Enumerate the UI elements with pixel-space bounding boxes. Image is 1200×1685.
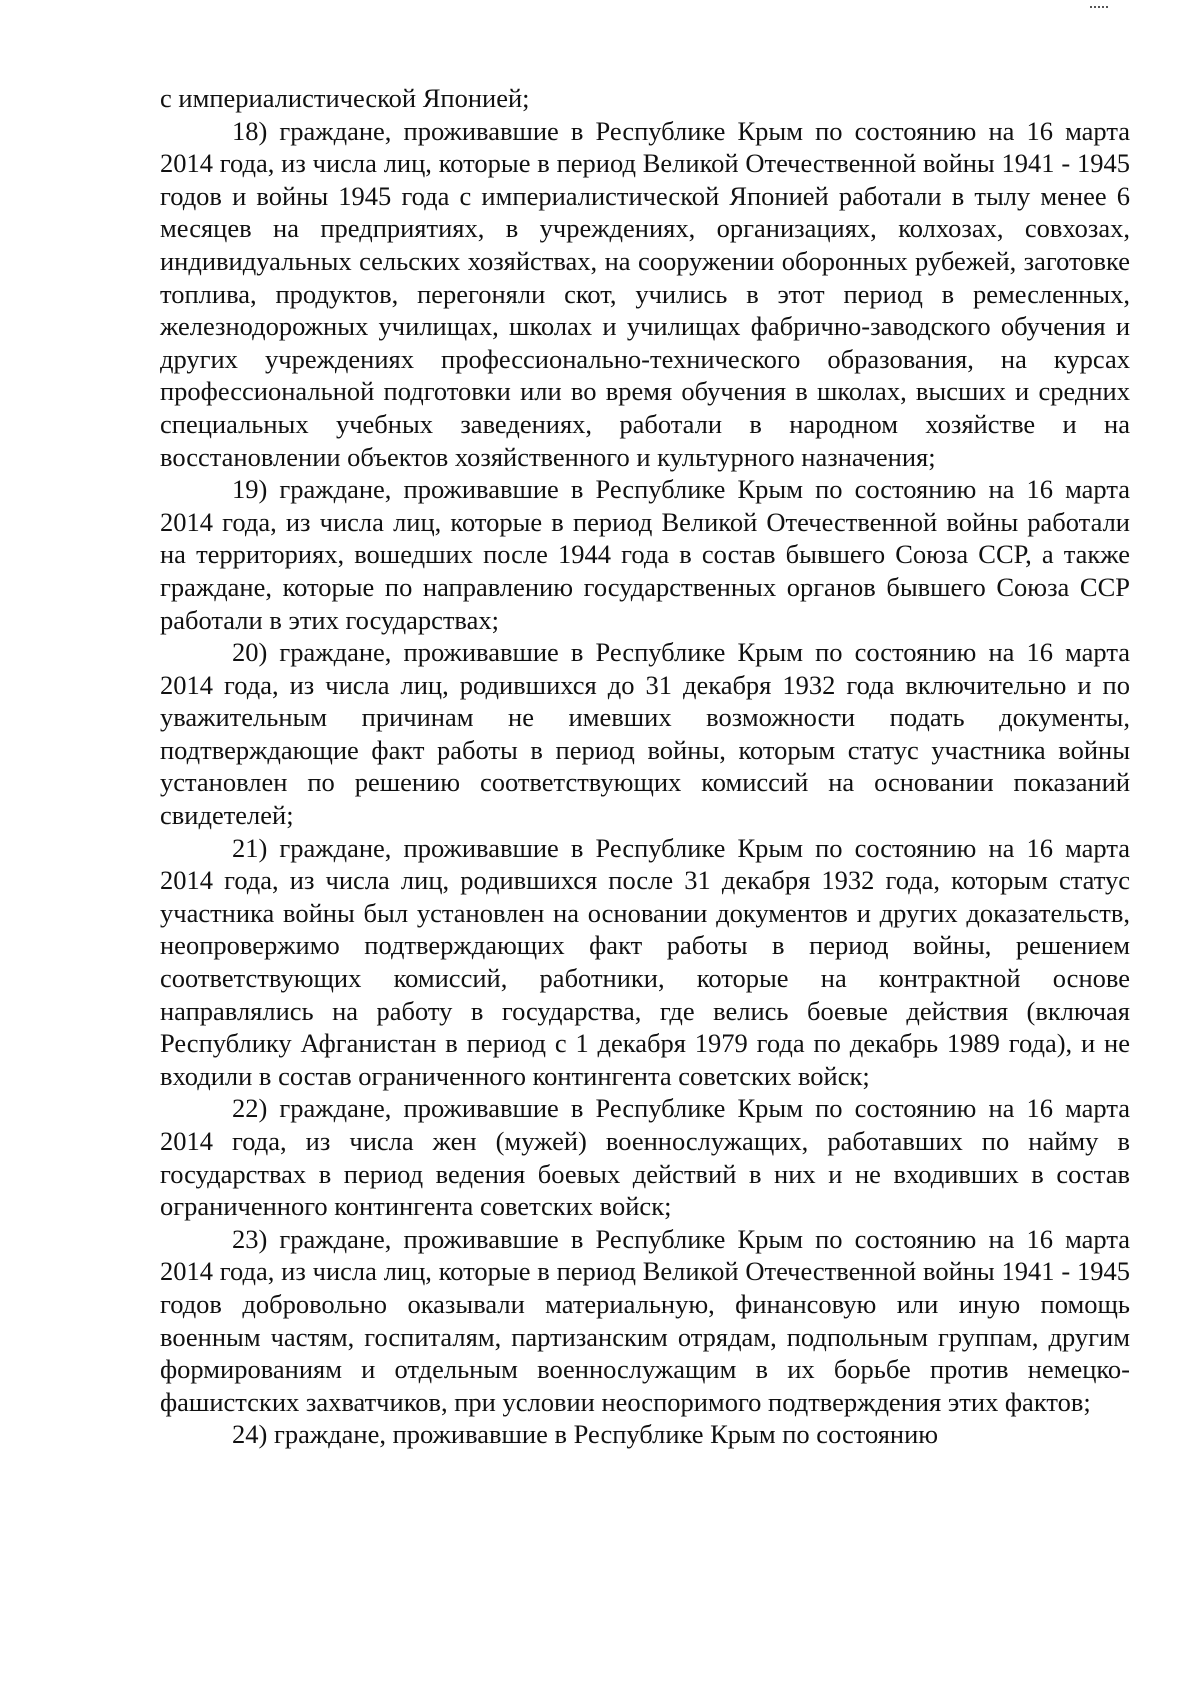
paragraph-item-19: 19) граждане, проживавшие в Республике Крым по состоянию на 16 марта 2014 года, из числа лиц, которые в период Великой Отечественной войны работали на территориях, вошедших после 1944 года в состав бывшего Союза ССР, а также граждане, которые по направлению государственных органов бывшего Союза ССР работали в этих государствах;: [160, 474, 1130, 635]
paragraph-item-22: 22) граждане, проживавшие в Республике Крым по состоянию на 16 марта 2014 года, из числа жен (мужей) военнослужащих, работавших по найму в государствах в период ведения боевых действий в них и не входивших в состав ограниченного контингента советских войск;: [160, 1093, 1130, 1222]
paragraph-continuation: с империалистической Японией;: [160, 83, 530, 113]
scan-artifact-mark: [1090, 6, 1108, 8]
paragraph-item-18: 18) граждане, проживавшие в Республике Крым по состоянию на 16 марта 2014 года, из числа лиц, которые в период Великой Отечественной войны 1941 - 1945 годов и войны 1945 года с империалистической Японией работали в тылу менее 6 месяцев на предприятиях, в учреждениях, организациях, колхозах, совхозах, индивидуальных сельских хозяйствах, на сооружении оборонных рубежей, заготовке топлива, продуктов, перегоняли скот, учились в этот период в ремесленных, железнодорожных училищах, школах и училищах фабрично-заводского обучения и других учреждениях профессионально-технического образования, на курсах профессиональной подготовки или во время обучения в школах, высших и средних специальных учебных заведениях, работали в народном хозяйстве и на восстановлении объектов хозяйственного и культурного назначения;: [160, 115, 1130, 472]
paragraph-item-24: 24) граждане, проживавшие в Республике Крым по состоянию: [232, 1419, 939, 1450]
document-body: [160, 82, 1130, 1451]
paragraph-item-20: 20) граждане, проживавшие в Республике Крым по состоянию на 16 марта 2014 года, из числа лиц, родившихся до 31 декабря 1932 года включительно и по уважительным причинам не имевших возможности подать документы, подтверждающие факт работы в период войны, которым статус участника войны установлен по решению соответствующих комиссий на основании показаний свидетелей;: [160, 637, 1130, 831]
paragraph-item-21: 21) граждане, проживавшие в Республике Крым по состоянию на 16 марта 2014 года, из числа лиц, родившихся после 31 декабря 1932 года, которым статус участника войны был установлен на основании документов и других доказательств, неопровержимо подтверждающих факт работы в период войны, решением соответствующих комиссий, работники, которые на контрактной основе направлялись на работу в государства, где велись боевые действия (включая Республику Афганистан в период с 1 декабря 1979 года по декабрь 1989 года), и не входили в состав ограниченного контингента советских войск;: [160, 832, 1130, 1091]
paragraph-item-23: 23) граждане, проживавшие в Республике Крым по состоянию на 16 марта 2014 года, из числа лиц, которые в период Великой Отечественной войны 1941 - 1945 годов добровольно оказывали материальную, финансовую или иную помощь военным частям, госпиталям, партизанским отрядам, подпольным группам, другим формированиям и отдельным военнослужащим в их борьбе против немецко-фашистских захватчиков, при условии неоспоримого подтверждения этих фактов;: [160, 1223, 1130, 1417]
